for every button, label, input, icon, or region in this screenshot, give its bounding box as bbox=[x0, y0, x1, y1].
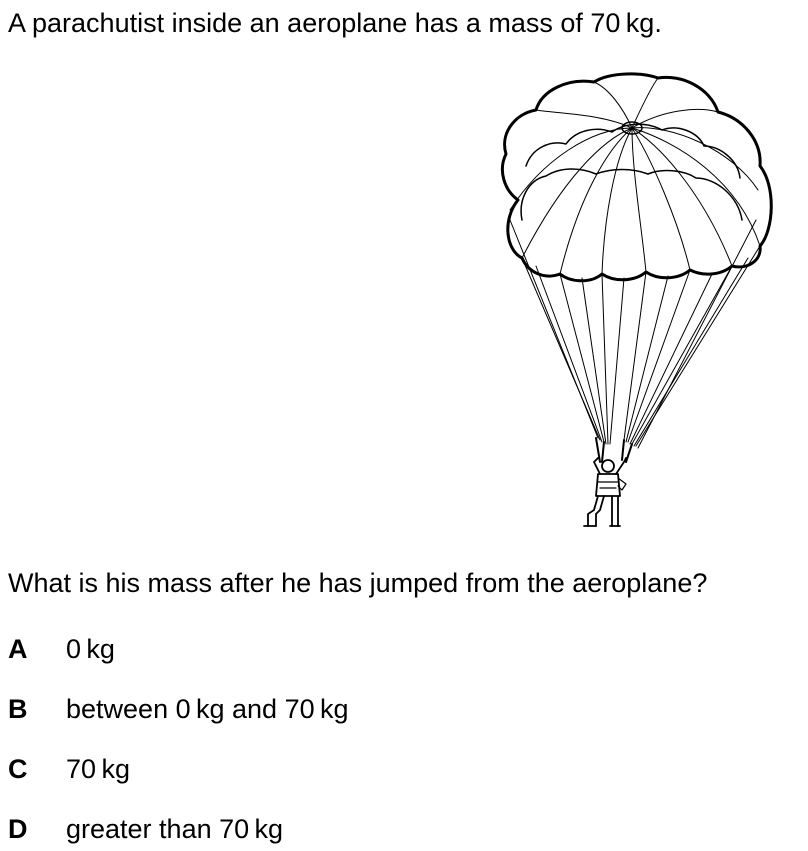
parachutist-icon bbox=[492, 70, 782, 532]
option-text: 70 kg bbox=[66, 754, 130, 784]
option-text: 0 kg bbox=[66, 634, 115, 664]
option-letter: A bbox=[8, 634, 28, 664]
question-text: What is his mass after he has jumped from the aeroplane? bbox=[8, 568, 708, 598]
option-text: greater than 70 kg bbox=[66, 814, 284, 844]
option-letter: D bbox=[8, 814, 28, 844]
parachutist-figure bbox=[492, 70, 782, 532]
option-letter: B bbox=[8, 694, 28, 724]
option-letter: C bbox=[8, 754, 28, 784]
question-stem: A parachutist inside an aeroplane has a mass of 70 kg. bbox=[8, 8, 662, 38]
option-text: between 0 kg and 70 kg bbox=[66, 694, 349, 724]
